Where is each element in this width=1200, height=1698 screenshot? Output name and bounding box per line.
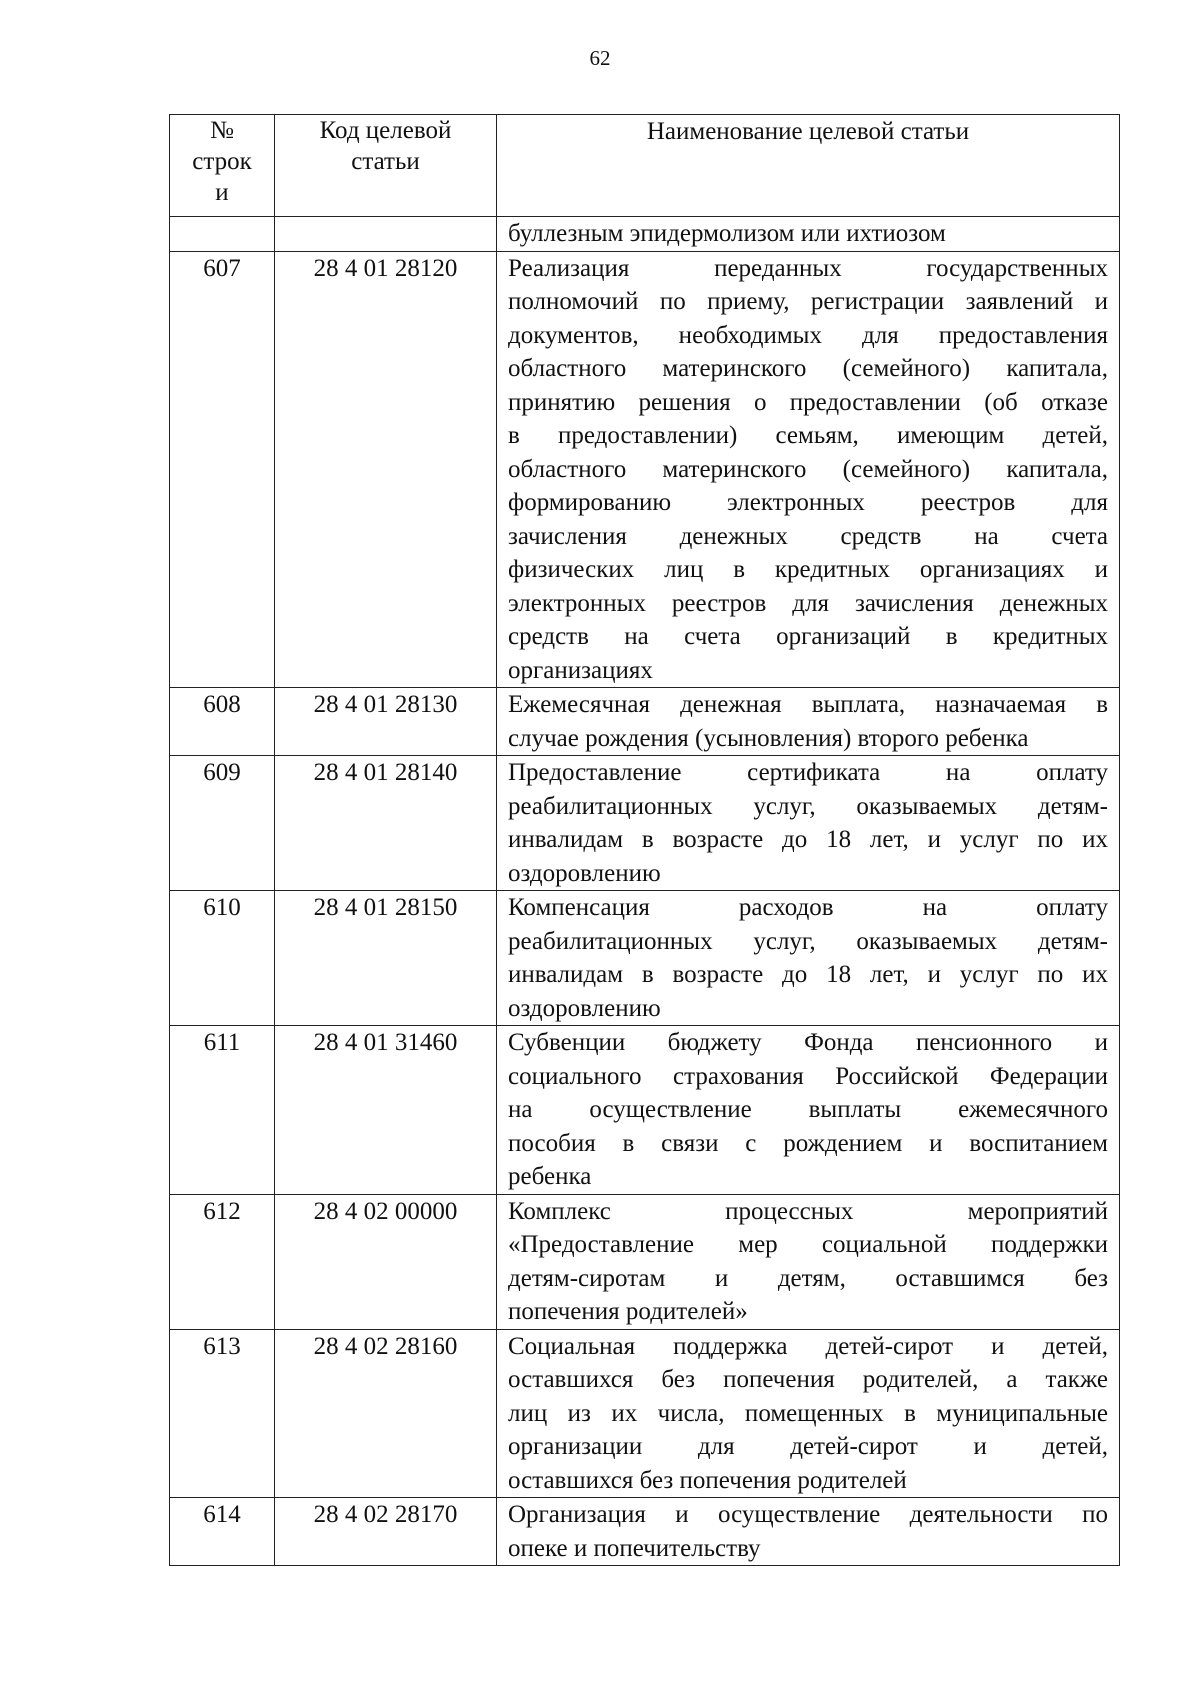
target-name-line: Субвенции бюджету Фонда пенсионного и bbox=[508, 1029, 1108, 1056]
target-name-line: случае рождения (усыновления) второго ребенка bbox=[508, 724, 1029, 752]
target-name-line: средств на счета организаций в кредитных bbox=[508, 623, 1108, 650]
target-name-line: лиц из их числа, помещенных в муниципальные bbox=[508, 1399, 1108, 1427]
header-code-line: Код целевой bbox=[319, 117, 452, 144]
page-number: 62 bbox=[589, 46, 611, 70]
target-name-line: оставшихся без попечения родителей, а также bbox=[508, 1366, 1108, 1393]
target-code-cell: 28 4 01 31460 bbox=[275, 1026, 497, 1195]
target-name-line: буллезным эпидермолизом или ихтиозом bbox=[508, 220, 946, 247]
row-number-cell: 611 bbox=[170, 1026, 275, 1195]
target-code-cell: 28 4 01 28130 bbox=[275, 688, 497, 756]
row-number-cell: 607 bbox=[170, 251, 275, 688]
target-code-cell: 28 4 02 28160 bbox=[275, 1329, 497, 1498]
target-name-cell bbox=[497, 756, 1120, 891]
row-number-cell: 610 bbox=[170, 891, 275, 1026]
row-number-cell: 613 bbox=[170, 1329, 275, 1498]
target-name-line: оставшихся без попечения родителей bbox=[508, 1466, 907, 1494]
target-name-line: областного материнского (семейного) капитала, bbox=[508, 355, 1108, 382]
target-name-cell bbox=[497, 1194, 1120, 1329]
row-number-cell: 608 bbox=[170, 688, 275, 756]
header-num-line: строк bbox=[192, 148, 252, 175]
target-name-cell bbox=[497, 217, 1120, 252]
target-code-cell bbox=[275, 217, 497, 252]
target-name-line: «Предоставление мер социальной поддержки bbox=[508, 1231, 1108, 1258]
target-name-cell bbox=[497, 1498, 1120, 1566]
target-name-line: оздоровлению bbox=[508, 859, 661, 887]
target-name-line: на осуществление выплаты ежемесячного bbox=[508, 1096, 1108, 1123]
table-row bbox=[170, 688, 1120, 756]
target-name-line: ребенка bbox=[508, 1163, 592, 1190]
table-header bbox=[170, 115, 1120, 217]
target-code-cell: 28 4 01 28120 bbox=[275, 251, 497, 688]
target-name-line: документов, необходимых для предоставления bbox=[508, 321, 1108, 349]
table-row bbox=[170, 891, 1120, 1026]
target-name-line: физических лиц в кредитных организациях и bbox=[508, 556, 1108, 583]
target-name-line: формированию электронных реестров для bbox=[508, 489, 1108, 516]
target-name-cell bbox=[497, 251, 1120, 688]
target-code-cell: 28 4 02 00000 bbox=[275, 1194, 497, 1329]
table-body bbox=[170, 217, 1120, 1566]
target-code-cell: 28 4 01 28140 bbox=[275, 756, 497, 891]
target-name-line: областного материнского (семейного) капитала, bbox=[508, 455, 1108, 483]
table-row bbox=[170, 1026, 1120, 1195]
header-row bbox=[170, 115, 1120, 217]
target-name-cell bbox=[497, 1026, 1120, 1195]
target-name-line: инвалидам в возрасте до 18 лет, и услуг по их bbox=[508, 961, 1108, 988]
header-num-line: и bbox=[215, 179, 229, 206]
target-name-line: социального страхования Российской Федерации bbox=[508, 1062, 1108, 1090]
target-name-line: реабилитационных услуг, оказываемых детям- bbox=[508, 927, 1108, 955]
header-row-number bbox=[170, 115, 275, 217]
table-row bbox=[170, 1498, 1120, 1566]
target-name-line: Социальная поддержка детей-сирот и детей, bbox=[508, 1332, 1108, 1360]
target-name-line: Реализация переданных государственных bbox=[508, 254, 1108, 282]
target-name-line: Предоставление сертификата на оплату bbox=[508, 759, 1108, 786]
target-name-line: детям-сиротам и детям, оставшимся без bbox=[508, 1264, 1108, 1292]
table-row bbox=[170, 217, 1120, 252]
target-name-line: в предоставлении) семьям, имеющим детей, bbox=[508, 422, 1108, 449]
header-name: Наименование целевой статьи bbox=[497, 115, 1120, 217]
target-name-line: попечения родителей» bbox=[508, 1298, 748, 1325]
target-code-cell: 28 4 01 28150 bbox=[275, 891, 497, 1026]
header-code bbox=[275, 115, 497, 217]
header-code-line: статьи bbox=[351, 148, 420, 175]
target-name-line: опеке и попечительству bbox=[508, 1534, 761, 1562]
target-name-line: Компенсация расходов на оплату bbox=[508, 894, 1108, 921]
table-row bbox=[170, 1329, 1120, 1498]
target-name-line: организации для детей-сирот и детей, bbox=[508, 1433, 1108, 1460]
target-name-line: принятию решения о предоставлении (об отказе bbox=[508, 388, 1108, 416]
target-name-cell bbox=[497, 1329, 1120, 1498]
target-name-line: зачисления денежных средств на счета bbox=[508, 522, 1108, 550]
table-row bbox=[170, 251, 1120, 688]
target-name-line: инвалидам в возрасте до 18 лет, и услуг по их bbox=[508, 826, 1108, 853]
target-name-line: Организация и осуществление деятельности по bbox=[508, 1501, 1108, 1528]
row-number-cell: 612 bbox=[170, 1194, 275, 1329]
target-code-cell: 28 4 02 28170 bbox=[275, 1498, 497, 1566]
row-number-cell bbox=[170, 217, 275, 252]
table-row bbox=[170, 756, 1120, 891]
target-name-line: организациях bbox=[508, 656, 653, 684]
target-name-line: электронных реестров для зачисления денежных bbox=[508, 589, 1108, 617]
target-name-cell bbox=[497, 688, 1120, 756]
header-num-line: № bbox=[210, 117, 234, 144]
target-name-cell bbox=[497, 891, 1120, 1026]
target-name-line: Комплекс процессных мероприятий bbox=[508, 1197, 1108, 1225]
target-name-line: Ежемесячная денежная выплата, назначаемая в bbox=[508, 691, 1108, 718]
target-name-line: реабилитационных услуг, оказываемых детям- bbox=[508, 792, 1108, 820]
row-number-cell: 609 bbox=[170, 756, 275, 891]
target-name-line: полномочий по приему, регистрации заявлений и bbox=[508, 288, 1108, 315]
target-articles-table bbox=[169, 114, 1120, 1566]
row-number-cell: 614 bbox=[170, 1498, 275, 1566]
target-name-line: оздоровлению bbox=[508, 994, 661, 1022]
table-row bbox=[170, 1194, 1120, 1329]
target-name-line: пособия в связи с рождением и воспитанием bbox=[508, 1129, 1108, 1157]
